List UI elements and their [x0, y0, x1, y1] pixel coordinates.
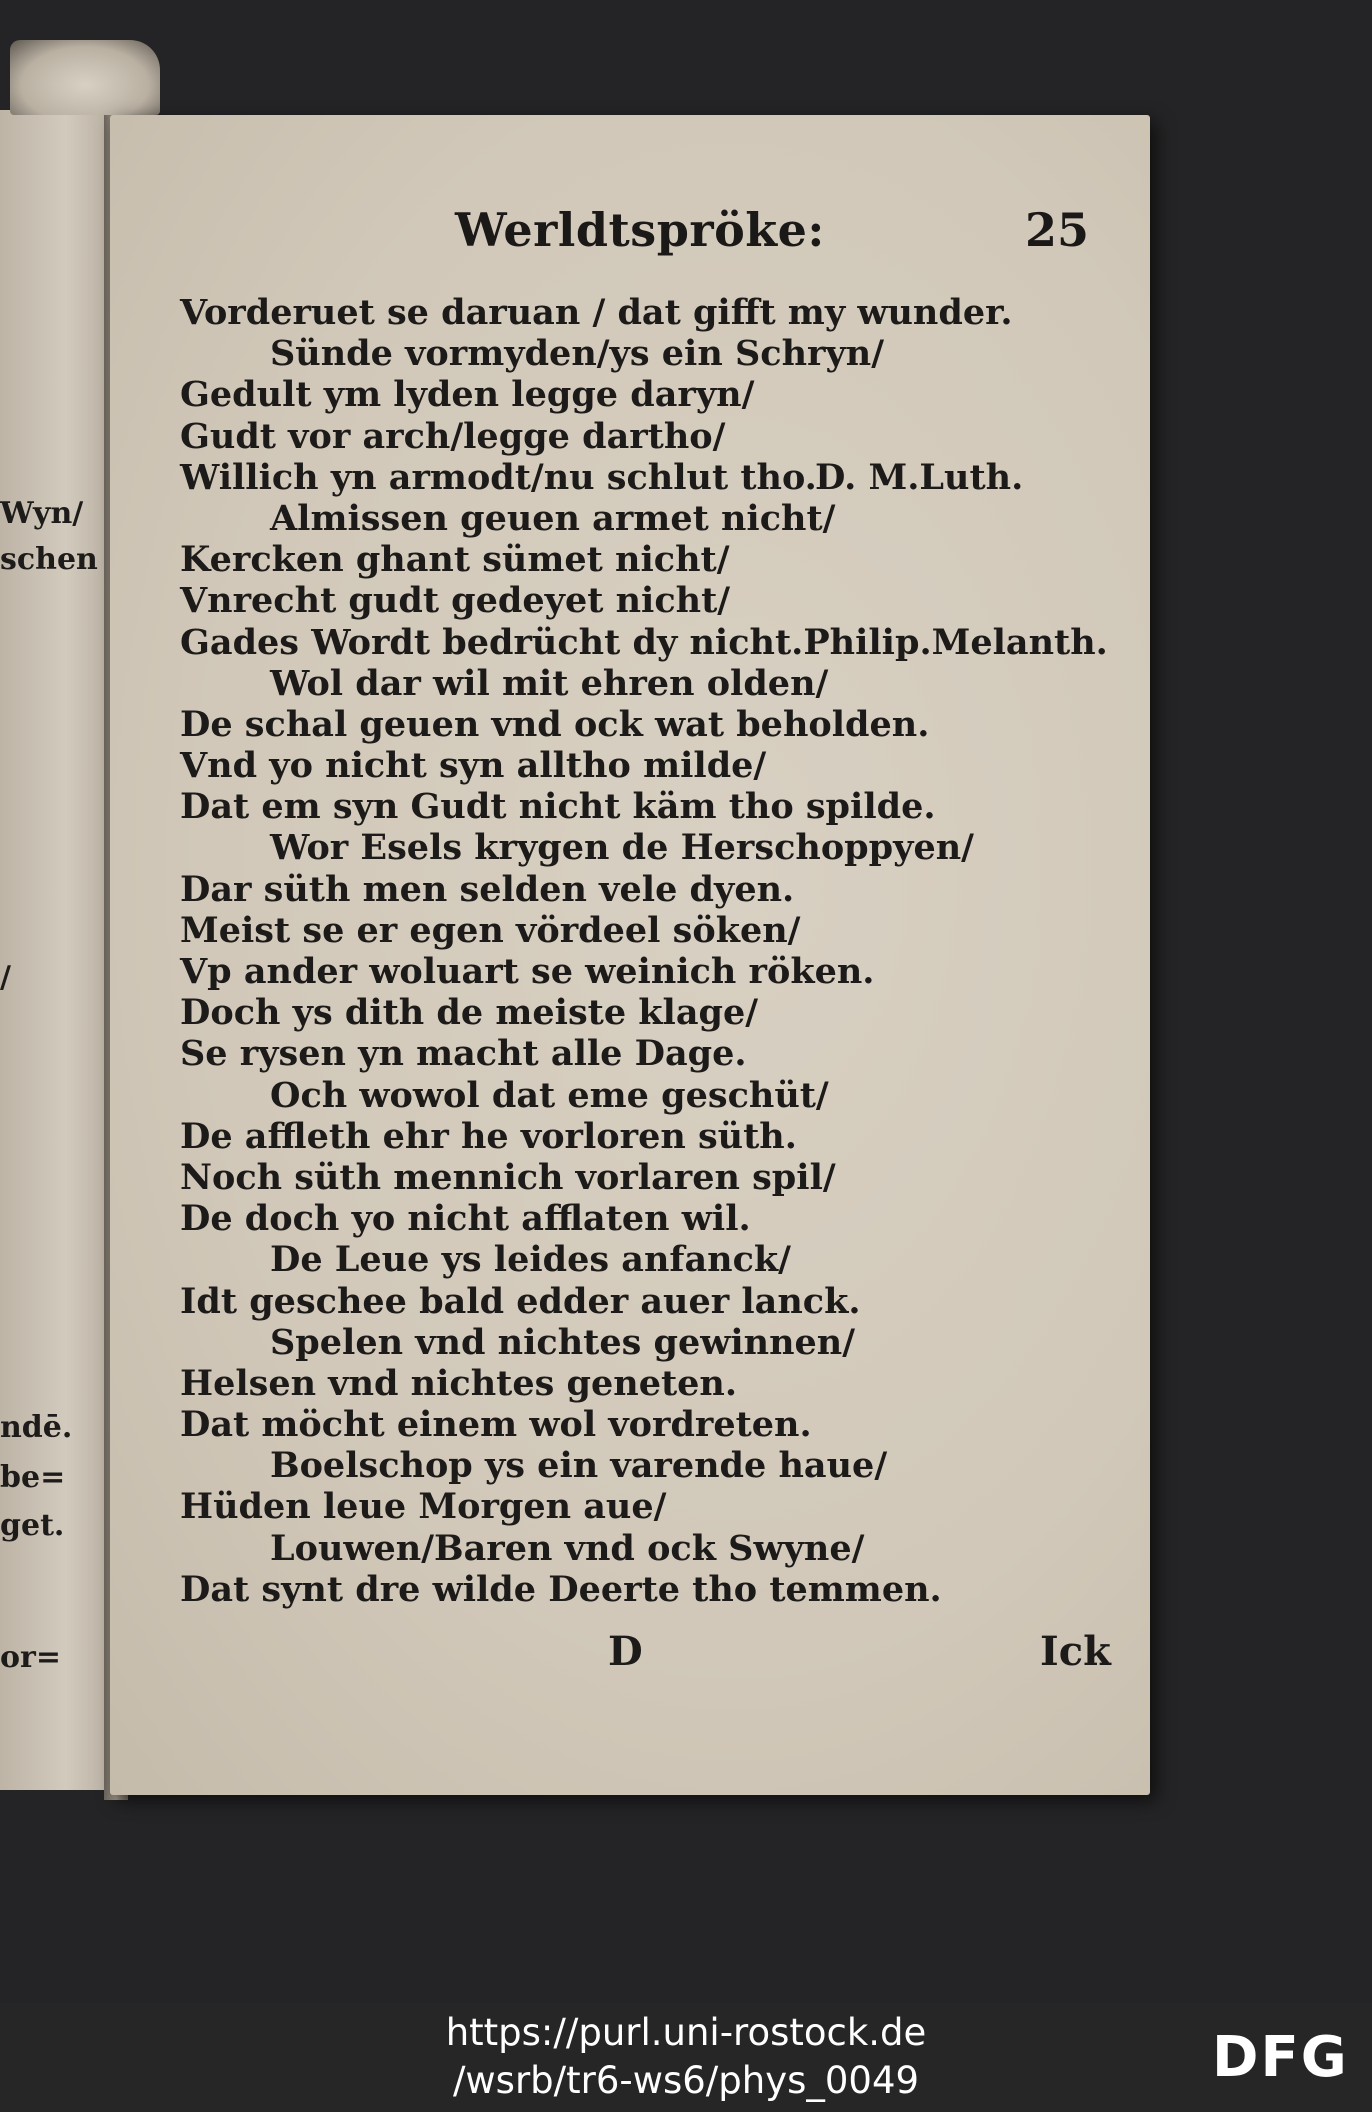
line-text: Meist se er egen vördeel söken/ [180, 909, 801, 951]
running-header: Werldtspröke: [455, 203, 825, 257]
left-page-fragment: or= [0, 1640, 61, 1675]
text-line [180, 1033, 1080, 1074]
line-text: Doch ys dith de meiste klage/ [180, 992, 759, 1034]
line-text: Idt geschee bald edder auer lanck. [180, 1280, 861, 1322]
line-text: Gudt vor arch/legge dartho/ [180, 415, 726, 457]
text-line [180, 951, 1080, 992]
line-text: Vorderuet se daruan / dat gifft my wunder. [180, 292, 1013, 333]
left-page-fragment: get. [0, 1508, 65, 1543]
line-text: Vnrecht gudt gedeyet nicht/ [180, 580, 731, 622]
page-number: 25 [1025, 203, 1090, 257]
line-text: Sünde vormyden/ys ein Schryn/ [270, 333, 885, 375]
line-text: Dat em syn Gudt nicht käm tho spilde. [180, 786, 936, 828]
text-line [180, 827, 1080, 868]
attribution: D. M.Luth. [815, 456, 1024, 498]
text-line [180, 1198, 1080, 1239]
text-line [180, 1404, 1080, 1445]
text-line [180, 580, 1080, 621]
text-line [180, 374, 1080, 415]
text-line [180, 539, 1080, 580]
line-text: Dat möcht einem wol vordreten. [180, 1404, 812, 1446]
line-text: Willich yn armodt/nu schlut tho. [180, 456, 817, 498]
line-text: Spelen vnd nichtes gewinnen/ [270, 1321, 856, 1363]
line-text: Helsen vnd nichtes geneten. [180, 1362, 738, 1404]
text-line [180, 1445, 1080, 1486]
text-line [180, 1486, 1080, 1527]
line-text: Noch süth mennich vorlaren spil/ [180, 1156, 836, 1198]
text-line [180, 1116, 1080, 1157]
url-line-1[interactable]: https://purl.uni-rostock.de [445, 2011, 927, 2054]
text-line [180, 1322, 1080, 1363]
line-text: Dat synt dre wilde Deerte tho temmen. [180, 1568, 942, 1610]
line-text: Dar süth men selden vele dyen. [180, 868, 795, 910]
left-page-fragment: be= [0, 1460, 66, 1495]
line-text: De schal geuen vnd ock wat beholden. [180, 703, 930, 745]
text-line [180, 910, 1080, 951]
text-line [180, 498, 1080, 539]
verse-text [180, 292, 1108, 1610]
text-line [180, 292, 1080, 333]
line-text: Vnd yo nicht syn alltho milde/ [180, 745, 767, 787]
line-text: Gedult ym lyden legge daryn/ [180, 374, 755, 416]
line-text: Wor Esels krygen de Herschoppyen/ [270, 827, 974, 869]
text-line [180, 416, 1080, 457]
left-page-fragment: / [0, 960, 11, 995]
line-text: Och wowol dat eme geschüt/ [270, 1074, 829, 1116]
text-line [180, 621, 1108, 663]
left-page-fragment: ndē. [0, 1410, 73, 1445]
text-line [180, 992, 1080, 1033]
line-text: Louwen/Baren vnd ock Swyne/ [270, 1527, 865, 1569]
footer-bar [0, 2003, 1372, 2112]
line-text: Kercken ghant sümet nicht/ [180, 539, 730, 581]
text-line [180, 1363, 1080, 1404]
left-page-fragment: Wyn/ [0, 496, 84, 531]
text-line [180, 869, 1080, 910]
url-line-2[interactable]: /wsrb/tr6-ws6/phys_0049 [452, 2059, 920, 2102]
left-page-edge [0, 110, 120, 1790]
text-line [180, 1569, 1080, 1610]
left-page-fragment: schen [0, 542, 98, 577]
line-text: Se rysen yn macht alle Dage. [180, 1033, 747, 1075]
text-line [180, 704, 1080, 745]
line-text: Wol dar wil mit ehren olden/ [270, 662, 829, 704]
text-line [180, 786, 1080, 827]
catchword: Ick [1040, 1628, 1111, 1675]
line-text: De doch yo nicht afflaten wil. [180, 1198, 751, 1240]
text-line [180, 1075, 1080, 1116]
text-line [180, 333, 1080, 374]
text-line [180, 745, 1080, 786]
text-line [180, 1157, 1080, 1198]
line-text: De affleth ehr he vorloren süth. [180, 1115, 797, 1157]
signature-mark: D [608, 1628, 643, 1675]
binding-cloth [10, 40, 160, 115]
line-text: De Leue ys leides anfanck/ [270, 1239, 791, 1281]
dfg-logo: DFG [1212, 2025, 1349, 2090]
line-text: Hüden leue Morgen aue/ [180, 1486, 667, 1528]
line-text: Vp ander woluart se weinich röken. [180, 951, 875, 992]
text-line [180, 1281, 1080, 1322]
text-line [180, 457, 1080, 498]
text-line [180, 1239, 1080, 1280]
line-text: Gades Wordt bedrücht dy nicht.Philip.Melanth. [180, 621, 1108, 663]
text-line [180, 1528, 1080, 1569]
text-line [180, 663, 1080, 704]
line-text: Boelschop ys ein varende haue/ [270, 1445, 888, 1487]
line-text: Almissen geuen armet nicht/ [270, 497, 836, 539]
